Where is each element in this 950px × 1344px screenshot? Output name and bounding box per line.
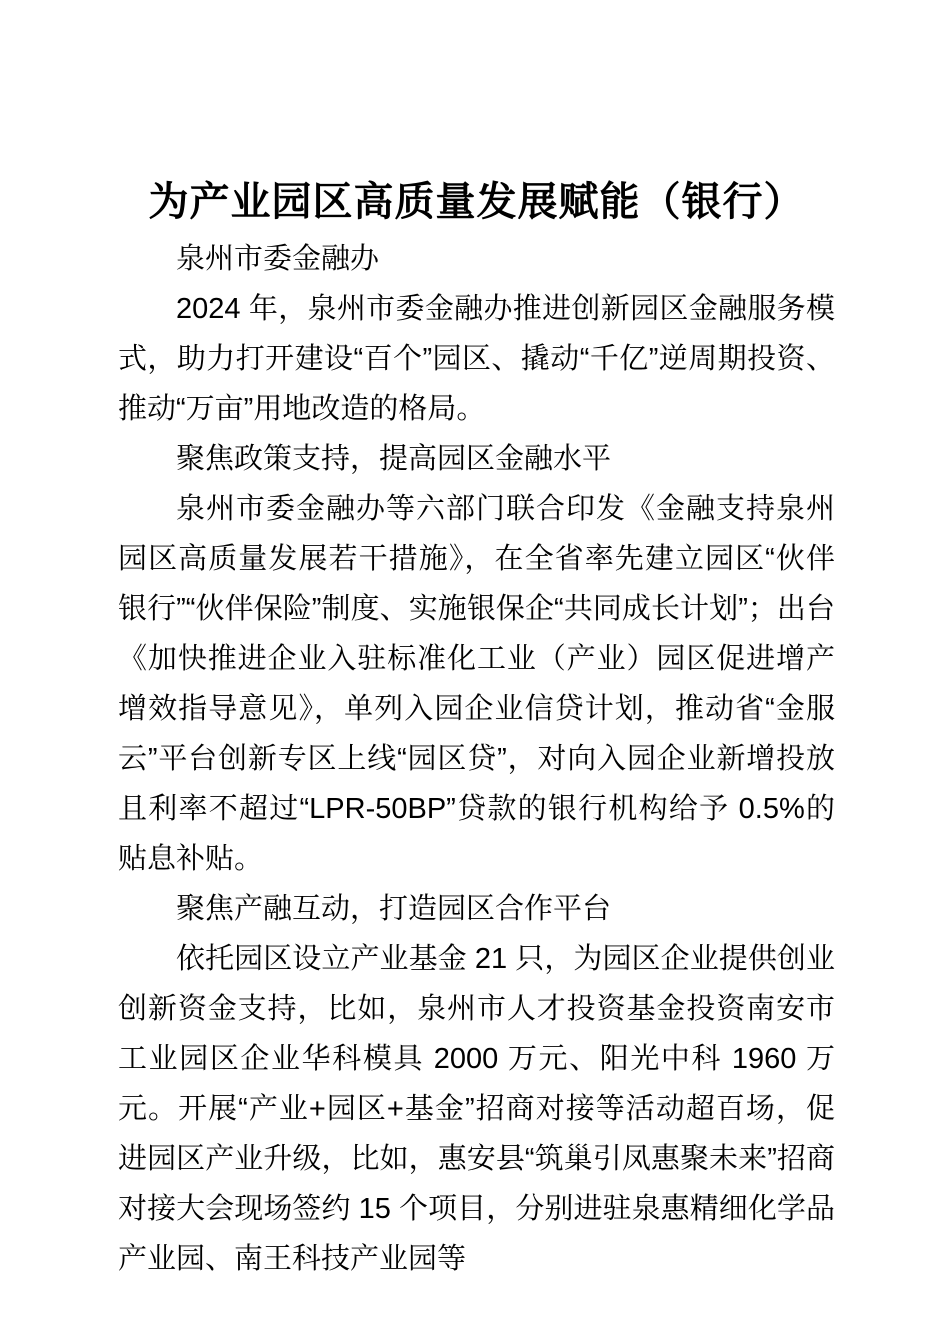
section-heading: 聚焦产融互动，打造园区合作平台 bbox=[176, 893, 612, 925]
section-heading: 聚焦政策支持，提高园区金融水平 bbox=[176, 443, 612, 475]
byline: 泉州市委金融办 bbox=[176, 243, 380, 275]
intro-paragraph: 2024 年，泉州市委金融办推进创新园区金融服务模式，助力打开建设“百个”园区、撬动“千亿”逆周期投资、推动“万亩”用地改造的格局。 bbox=[118, 293, 835, 425]
section-policy-support bbox=[118, 434, 835, 884]
paragraph: 依托园区设立产业基金 21 只，为园区企业提供创业创新资金支持，比如，泉州市人才投资基金投资南安市工业园区企业华科模具 2000 万元、阳光中科 1960 万元。开展“产业+园区+基金”招商对接等活动超百场，促进园区产业升级，比如，惠安县“筑巢引凤惠聚未来”招商对接大会现场签约 15 个项目，分别进驻泉惠精细化学品产业园、南王科技产业园等 bbox=[118, 943, 835, 1275]
section-industry-finance bbox=[118, 884, 835, 1284]
document-title: 为产业园区高质量发展赋能（银行） bbox=[148, 179, 805, 224]
paragraph: 泉州市委金融办等六部门联合印发《金融支持泉州园区高质量发展若干措施》，在全省率先建立园区“伙伴银行”“伙伴保险”制度、实施银保企“共同成长计划”；出台《加快推进企业入驻标准化工业（产业）园区促进增产增效指导意见》，单列入园企业信贷计划，推动省“金服云”平台创新专区上线“园区贷”，对向入园企业新增投放且利率不超过“LPR-50BP”贷款的银行机构给予 0.5%的贴息补贴。 bbox=[118, 493, 835, 875]
